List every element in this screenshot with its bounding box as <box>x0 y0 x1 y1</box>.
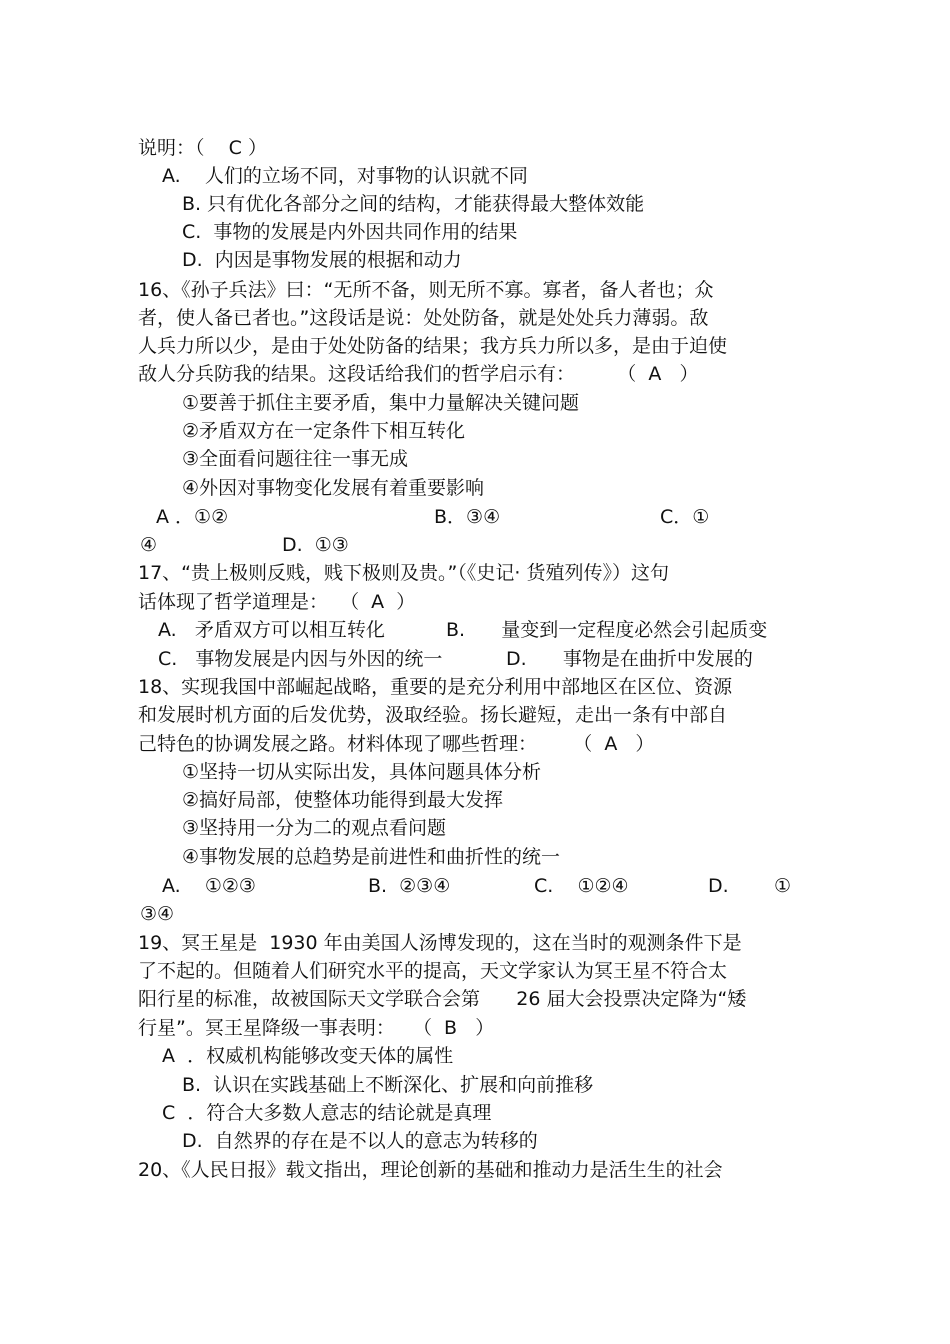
q16-item-4: ④外因对事物变化发展有着重要影响 <box>182 477 485 499</box>
q18-option-b: B. ②③④ <box>368 875 451 897</box>
q18-option-a: A. ①②③ <box>162 875 256 897</box>
q18-stem-line-1: 18、实现我国中部崛起战略，重要的是充分利用中部地区在区位、资源 <box>138 676 733 698</box>
q19-stem-line-3: 阳行星的标准，故被国际天文学联合会第 26 届大会投票决定降为“矮 <box>138 988 747 1010</box>
q16-item-3: ③全面看问题往往一事无成 <box>182 448 409 470</box>
q16-stem-line-2: 者，使人备已者也。”这段话是说：处处防备，就是处处兵力薄弱。敌 <box>138 307 709 329</box>
q16-option-c-cont: ④ <box>140 534 158 556</box>
q18-option-c: C. ①②④ <box>534 875 629 897</box>
q16-item-2: ②矛盾双方在一定条件下相互转化 <box>182 420 466 442</box>
q18-item-4: ④事物发展的总趋势是前进性和曲折性的统一 <box>182 846 561 868</box>
q15-option-a: A. 人们的立场不同，对事物的认识就不同 <box>162 165 528 187</box>
q18-option-d-part: ① <box>774 875 792 897</box>
q18-option-d-cont: ③④ <box>140 903 175 925</box>
q19-option-d: D. 自然界的存在是不以人的意志为转移的 <box>182 1130 538 1152</box>
q17-stem-line-1: 17、“贵上极则反贱，贱下极则及贵。”（《史记· 货殖列传》）这句 <box>138 562 669 584</box>
q17-option-a: A. 矛盾双方可以相互转化 <box>158 619 385 641</box>
q18-stem-line-3: 己特色的协调发展之路。材料体现了哪些哲理： （ A ） <box>138 733 655 755</box>
q16-option-c: C．① <box>660 506 710 528</box>
q15-option-b: B. 只有优化各部分之间的结构，才能获得最大整体效能 <box>182 193 645 215</box>
q19-option-c: C ．符合大多数人意志的结论就是真理 <box>162 1102 492 1124</box>
q16-option-a: A ．①② <box>156 506 229 528</box>
q16-item-1: ①要善于抓住主要矛盾，集中力量解决关键问题 <box>182 392 580 414</box>
q15-stem-end: 说明：（ C ） <box>138 137 267 159</box>
q18-option-d: D. <box>708 875 729 897</box>
q16-stem-line-1: 16、《孙子兵法》曰：“无所不备，则无所不寡。寡者，备人者也；众 <box>138 279 714 301</box>
q18-stem-line-2: 和发展时机方面的后发优势，汲取经验。扬长避短，走出一条有中部自 <box>138 704 728 726</box>
q19-option-b: B. 认识在实践基础上不断深化、扩展和向前推移 <box>182 1074 594 1096</box>
q16-option-d: D. ①③ <box>282 534 349 556</box>
q17-stem-line-2: 话体现了哲学道理是： （ A ） <box>138 591 416 613</box>
q16-stem-line-3: 人兵力所以少，是由于处处防备的结果；我方兵力所以多，是由于迫使 <box>138 335 728 357</box>
q15-option-c: C. 事物的发展是内外因共同作用的结果 <box>182 221 518 243</box>
q18-item-1: ①坚持一切从实际出发，具体问题具体分析 <box>182 761 542 783</box>
q18-item-3: ③坚持用一分为二的观点看问题 <box>182 817 447 839</box>
q15-option-d: D. 内因是事物发展的根据和动力 <box>182 249 462 271</box>
q19-stem-line-2: 了不起的。但随着人们研究水平的提高，天文学家认为冥王星不符合太 <box>138 960 728 982</box>
q17-option-c: C. 事物发展是内因与外因的统一 <box>158 648 443 670</box>
q19-stem-line-1: 19、冥王星是 1930 年由美国人汤博发现的，这在当时的观测条件下是 <box>138 932 742 954</box>
q17-option-d: D. 事物是在曲折中发展的 <box>506 648 753 670</box>
q17-option-b: B. 量变到一定程度必然会引起质变 <box>446 619 768 641</box>
q18-item-2: ②搞好局部，使整体功能得到最大发挥 <box>182 789 504 811</box>
q19-option-a: A ．权威机构能够改变天体的属性 <box>162 1045 454 1067</box>
q16-option-b: B．③④ <box>434 506 501 528</box>
q20-stem-line-1: 20、《人民日报》载文指出，理论创新的基础和推动力是活生生的社会 <box>138 1159 723 1181</box>
q16-stem-line-4: 敌人分兵防我的结果。这段话给我们的哲学启示有： （ A ） <box>138 363 699 385</box>
q19-stem-line-4: 行星”。冥王星降级一事表明： （ B ） <box>138 1017 495 1039</box>
